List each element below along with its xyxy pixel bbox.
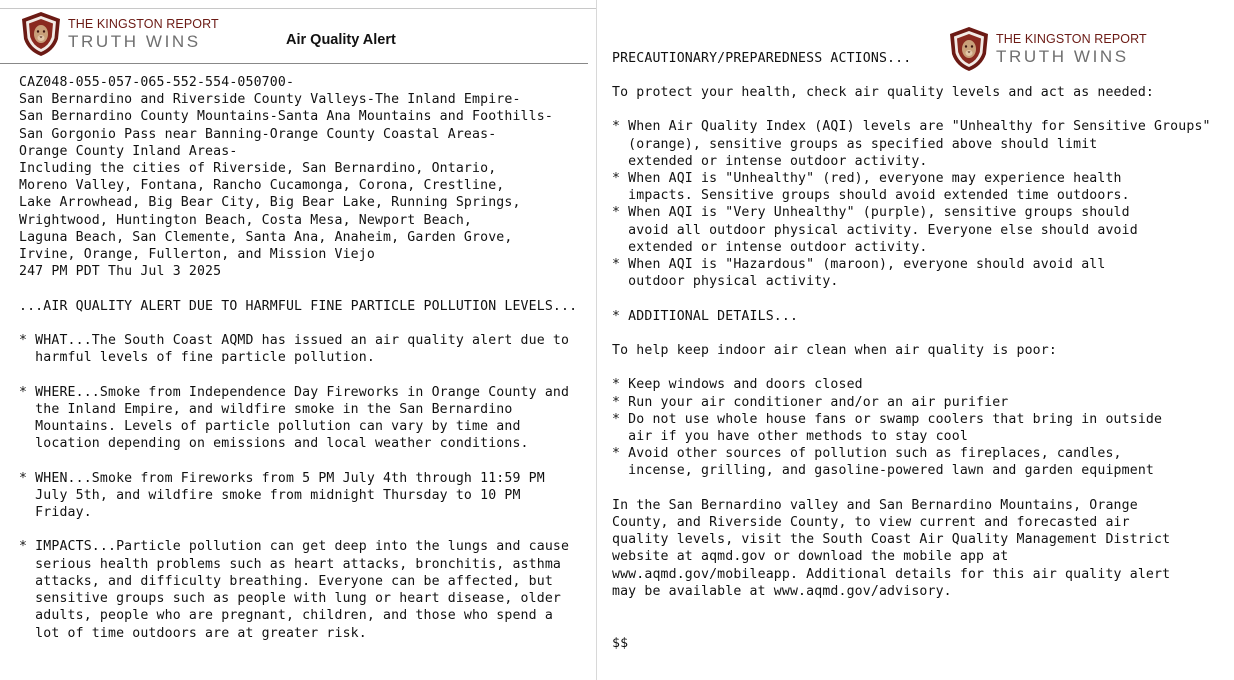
brand-name-top: THE KINGSTON REPORT — [68, 17, 219, 32]
left-page — [0, 0, 597, 680]
header-divider — [0, 63, 588, 64]
top-divider — [0, 8, 596, 9]
lion-crest-icon — [20, 11, 62, 57]
alert-title: Air Quality Alert — [286, 32, 396, 48]
precautionary-heading: PRECAUTIONARY/PREPAREDNESS ACTIONS... — [612, 51, 912, 66]
brand-name-top: THE KINGSTON REPORT — [996, 32, 1147, 47]
right-page — [597, 0, 1234, 680]
brand-logo — [20, 11, 219, 57]
alert-body-text: CAZ048-055-057-065-552-554-050700- San Bernardino and Riverside County Valleys-The Inland Empire- San Bernardino County Mountains-Santa Ana Mountains and Foothills- San Gorgonio Pass near Banning-Orange County Coastal Areas- Orange County Inland Areas- Including the cities of Riverside, San Bernardino, Ontario, Moreno Valley, Fontana, Rancho Cucamonga, Corona, Crestline, Lake Arrowhead, Big Bear City, Big Bear Lake, Running Springs, Wrightwood, Huntington Beach, Costa Mesa, Newport Beach, Laguna Beach, San Clemente, Santa Ana, Anaheim, Garden Grove, Irvine, Orange, Fullerton, and Mission Viejo 247 PM PDT Thu Jul 3 2025 ...AIR QUALITY ALERT DUE TO HARMFUL FINE PARTICLE POLLUTION LEVELS... * WHAT...The South Coast AQMD has issued an air quality alert due to harmful levels of fine particle pollution. * WHERE...Smoke from Independence Day Fireworks in Orange County and the Inland Empire, and wildfire smoke in the San Bernardino Mountains. Levels of particle pollution can vary by time and location depending on emissions and local weather conditions. * WHEN...Smoke from Fireworks from 5 PM July 4th through 11:59 PM July 5th, and wildfire smoke from midnight Thursday to 10 PM Friday. * IMPACTS...Particle pollution can get deep into the lungs and cause serious health problems such as heart attacks, bronchitis, asthma attacks, and difficulty breathing. Everyone can be affected, but sensitive groups such as people with lung or heart disease, older adults, people who are pregnant, children, and those who spend a lot of time outdoors are at greater risk. — [19, 75, 578, 641]
brand-tagline: TRUTH WINS — [68, 31, 201, 51]
brand-tagline: TRUTH WINS — [996, 46, 1129, 66]
brand-logo — [948, 26, 1147, 72]
precautionary-body-text: To protect your health, check air quality levels and act as needed: * When Air Quality Index (AQI) levels are "Unhealthy for Sensitive Groups" (orange), sensitive groups as specified above should limit extended or intense outdoor activity. * When AQI is "Unhealthy" (red), everyone may experience health impacts. Sensitive groups should avoid extended time outdoors. * When AQI is "Very Unhealthy" (purple), sensitive groups should avoid all outdoor physical activity. Everyone else should avoid extended or intense outdoor activity. * When AQI is "Hazardous" (maroon), everyone should avoid all outdoor physical activity. * ADDITIONAL DETAILS... To help keep indoor air clean when air quality is poor: * Keep windows and doors closed * Run your air conditioner and/or an air purifier * Do not use whole house fans or swamp coolers that bring in outside air if you have other methods to stay cool * Avoid other sources of pollution such as fireplaces, candles, incense, grilling, and gasoline-powered lawn and garden equipment In the San Bernardino valley and San Bernardino Mountains, Orange County, and Riverside County, to view current and forecasted air quality levels, visit the South Coast Air Quality Management District website at aqmd.gov or download the mobile app at www.aqmd.gov/mobileapp. Additional details for this air quality alert may be available at www.aqmd.gov/advisory. $$ — [612, 85, 1211, 651]
lion-crest-icon — [948, 26, 990, 72]
